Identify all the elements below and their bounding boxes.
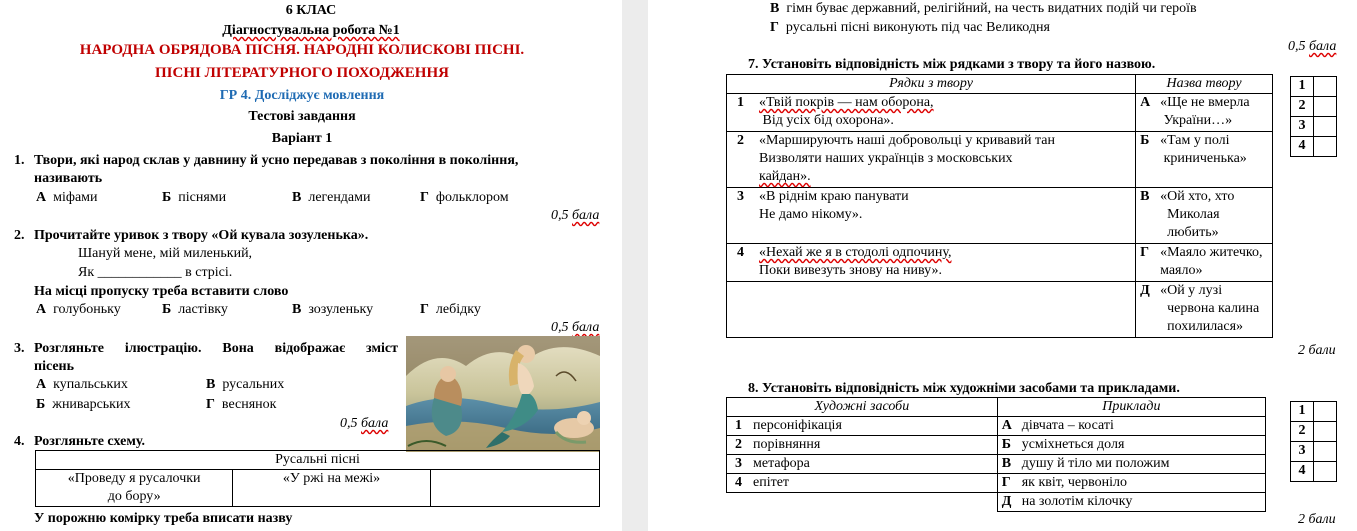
q2-score: 0,5 бала — [551, 320, 600, 335]
q2-verse-1: Шануй мене, мій миленький, — [78, 246, 253, 261]
q8-answer-label-4: 4 — [1291, 462, 1314, 482]
q2-text: Прочитайте уривок з твору «Ой кувала зозуленька». — [34, 228, 369, 243]
q7-answer-cell-1[interactable] — [1314, 77, 1337, 97]
q2-verse-2: Як ____________ в стрісі. — [78, 265, 233, 280]
q4-scheme-table — [35, 450, 600, 507]
q8-row2-letter: Б — [997, 436, 1018, 455]
q7-row2-text: «Маршируючть наші добровольці у кривавий тан Визволяти наших українців з московських кайдан». — [755, 132, 1136, 188]
q1-text-2: називають — [34, 171, 103, 186]
q7-row4-letter: Г — [1136, 244, 1157, 282]
q7-row1-letter: А — [1136, 94, 1157, 132]
q7-row4-text: «Нехай же я в стодолі одпочину, Поки вивезуть знову на ниву». — [755, 244, 1136, 282]
top-option-g[interactable]: Г русальні пісні виконують під час Великодня — [770, 20, 1050, 35]
q2-prompt: На місці пропуску треба вставити слово — [34, 284, 289, 299]
grade-heading: 6 КЛАС — [285, 3, 337, 18]
q4-text: Розгляньте схему. — [34, 434, 145, 449]
q8-answer-grid — [1290, 401, 1337, 482]
q7-row3-name: «Ой хто, хто Миколая любить» — [1156, 188, 1272, 244]
q7-row1-name: «Ще не вмерла України…» — [1156, 94, 1272, 132]
q3-option-d[interactable]: Г веснянок — [206, 397, 277, 412]
right-page — [648, 0, 1357, 531]
q7-row2-letter: Б — [1136, 132, 1157, 188]
q8-col-header-examples: Приклади — [997, 398, 1265, 417]
q8-row4-term: епітет — [749, 474, 997, 493]
q8-row1-example: дівчата – косаті — [1018, 417, 1266, 436]
q1-number: 1. — [14, 153, 25, 168]
q8-row5-empty — [727, 493, 998, 512]
q2-option-c[interactable]: В зозуленьку — [292, 302, 374, 317]
q8-row4-num: 4 — [727, 474, 750, 493]
q7-row5-name: «Ой у лузі червона калина похилилася» — [1156, 282, 1272, 338]
q3-option-b[interactable]: Б жниварських — [36, 397, 131, 412]
q7-col-header-names: Назва твору — [1136, 75, 1273, 94]
q8-answer-label-1: 1 — [1291, 402, 1314, 422]
q8-col-header-terms: Художні засоби — [727, 398, 998, 417]
q8-table — [726, 397, 1266, 512]
q3-text-1: Розгляньте ілюстрацію. Вона відображає зміст — [34, 341, 398, 356]
q8-score: 2 бали — [1298, 512, 1336, 527]
q7-row2-name: «Там у полі криниченька» — [1156, 132, 1272, 188]
top-option-v[interactable]: В гімн буває державний, релігійний, на честь видатних подій чи героїв — [770, 1, 1197, 16]
q7-answer-label-2: 2 — [1291, 97, 1314, 117]
q8-title: 8. Установіть відповідність між художніми засобами та прикладами. — [748, 381, 1180, 396]
mermaid-illustration-svg — [406, 336, 600, 452]
q2-option-b[interactable]: Б ластівку — [162, 302, 228, 317]
q8-row5-letter: Д — [997, 493, 1018, 512]
q8-answer-label-3: 3 — [1291, 442, 1314, 462]
q1-option-b[interactable]: Б піснями — [162, 190, 227, 205]
q8-row1-letter: А — [997, 417, 1018, 436]
q8-row5-example: на золотім кілочку — [1018, 493, 1266, 512]
q7-row3-num: 3 — [727, 188, 756, 244]
scheme-cell-1: «Проведу я русалочки до бору» — [36, 470, 233, 507]
q3-text-2: пісень — [34, 359, 75, 374]
q8-row1-term: персоніфікація — [749, 417, 997, 436]
q7-col-header-lines: Рядки з твору — [727, 75, 1136, 94]
q8-answer-cell-4[interactable] — [1314, 462, 1337, 482]
left-page — [0, 0, 622, 531]
q7-score: 2 бали — [1298, 343, 1336, 358]
q8-row2-term: порівняння — [749, 436, 997, 455]
q8-answer-cell-2[interactable] — [1314, 422, 1337, 442]
q7-row2-num: 2 — [727, 132, 756, 188]
mermaid-illustration — [406, 336, 600, 452]
q3-score: 0,5 бала — [340, 416, 389, 431]
topic-line-1: НАРОДНА ОБРЯДОВА ПІСНЯ. НАРОДНІ КОЛИСКОВІ ПІСНІ. — [79, 42, 525, 58]
q7-row5-letter: Д — [1136, 282, 1157, 338]
q8-row4-letter: Г — [997, 474, 1018, 493]
topic-line-2: ПІСНІ ЛІТЕРАТУРНОГО ПОХОДЖЕННЯ — [155, 65, 449, 81]
variant-label: Варіант 1 — [271, 131, 333, 146]
q7-answer-cell-3[interactable] — [1314, 117, 1337, 137]
q3-option-c[interactable]: В русальних — [206, 377, 285, 392]
q8-row2-num: 2 — [727, 436, 750, 455]
q2-option-d[interactable]: Г лебідку — [420, 302, 481, 317]
q8-row1-num: 1 — [727, 417, 750, 436]
q4-prompt: У порожню комірку треба вписати назву — [34, 511, 293, 526]
work-title: Діагностувальна робота №1 — [222, 23, 400, 38]
q8-row3-example: душу й тіло ми положим — [1018, 455, 1266, 474]
q8-answer-cell-3[interactable] — [1314, 442, 1337, 462]
q8-row3-num: 3 — [727, 455, 750, 474]
top-score: 0,5 бала — [1288, 39, 1337, 54]
q8-row2-example: усміхнеться доля — [1018, 436, 1266, 455]
q7-answer-cell-4[interactable] — [1314, 137, 1337, 157]
q8-answer-cell-1[interactable] — [1314, 402, 1337, 422]
q8-answer-label-2: 2 — [1291, 422, 1314, 442]
q4-number: 4. — [14, 434, 25, 449]
q8-row4-example: як квіт, червоніло — [1018, 474, 1266, 493]
q8-row3-letter: В — [997, 455, 1018, 474]
scheme-cell-2: «У ржі на межі» — [233, 470, 430, 507]
gr-line: ГР 4. Досліджує мовлення — [219, 88, 385, 103]
q7-row3-letter: В — [1136, 188, 1157, 244]
q7-row1-num: 1 — [727, 94, 756, 132]
q7-row3-text: «В ріднім краю панувати Не дамо нікому». — [755, 188, 1136, 244]
q1-score: 0,5 бала — [551, 208, 600, 223]
q2-option-a[interactable]: А голубоньку — [36, 302, 121, 317]
q7-answer-label-3: 3 — [1291, 117, 1314, 137]
q7-answer-cell-2[interactable] — [1314, 97, 1337, 117]
q7-row5-empty — [727, 282, 1136, 338]
q7-row4-num: 4 — [727, 244, 756, 282]
q3-option-a[interactable]: А купальських — [36, 377, 128, 392]
tasks-label: Тестові завдання — [248, 109, 356, 124]
q7-title: 7. Установіть відповідність між рядками з твору та його назвою. — [748, 57, 1156, 72]
q7-answer-label-4: 4 — [1291, 137, 1314, 157]
q1-text-1: Твори, які народ склав у давнину й усно передавав з покоління в покоління, — [34, 153, 519, 168]
q7-row4-name: «Маяло житечко, маяло» — [1156, 244, 1272, 282]
q1-option-d[interactable]: Г фольклором — [420, 190, 509, 205]
q2-number: 2. — [14, 228, 25, 243]
scheme-header: Русальні пісні — [36, 451, 600, 470]
q1-option-a[interactable]: А міфами — [36, 190, 98, 205]
q1-option-c[interactable]: В легендами — [292, 190, 371, 205]
q3-number: 3. — [14, 341, 25, 356]
q7-row1-text: «Твій покрів — нам оборона, Від усіх бід охорона». — [755, 94, 1136, 132]
scheme-cell-empty[interactable] — [430, 470, 599, 507]
q7-answer-grid — [1290, 76, 1337, 157]
q7-answer-label-1: 1 — [1291, 77, 1314, 97]
q8-row3-term: метафора — [749, 455, 997, 474]
q7-table — [726, 74, 1273, 338]
